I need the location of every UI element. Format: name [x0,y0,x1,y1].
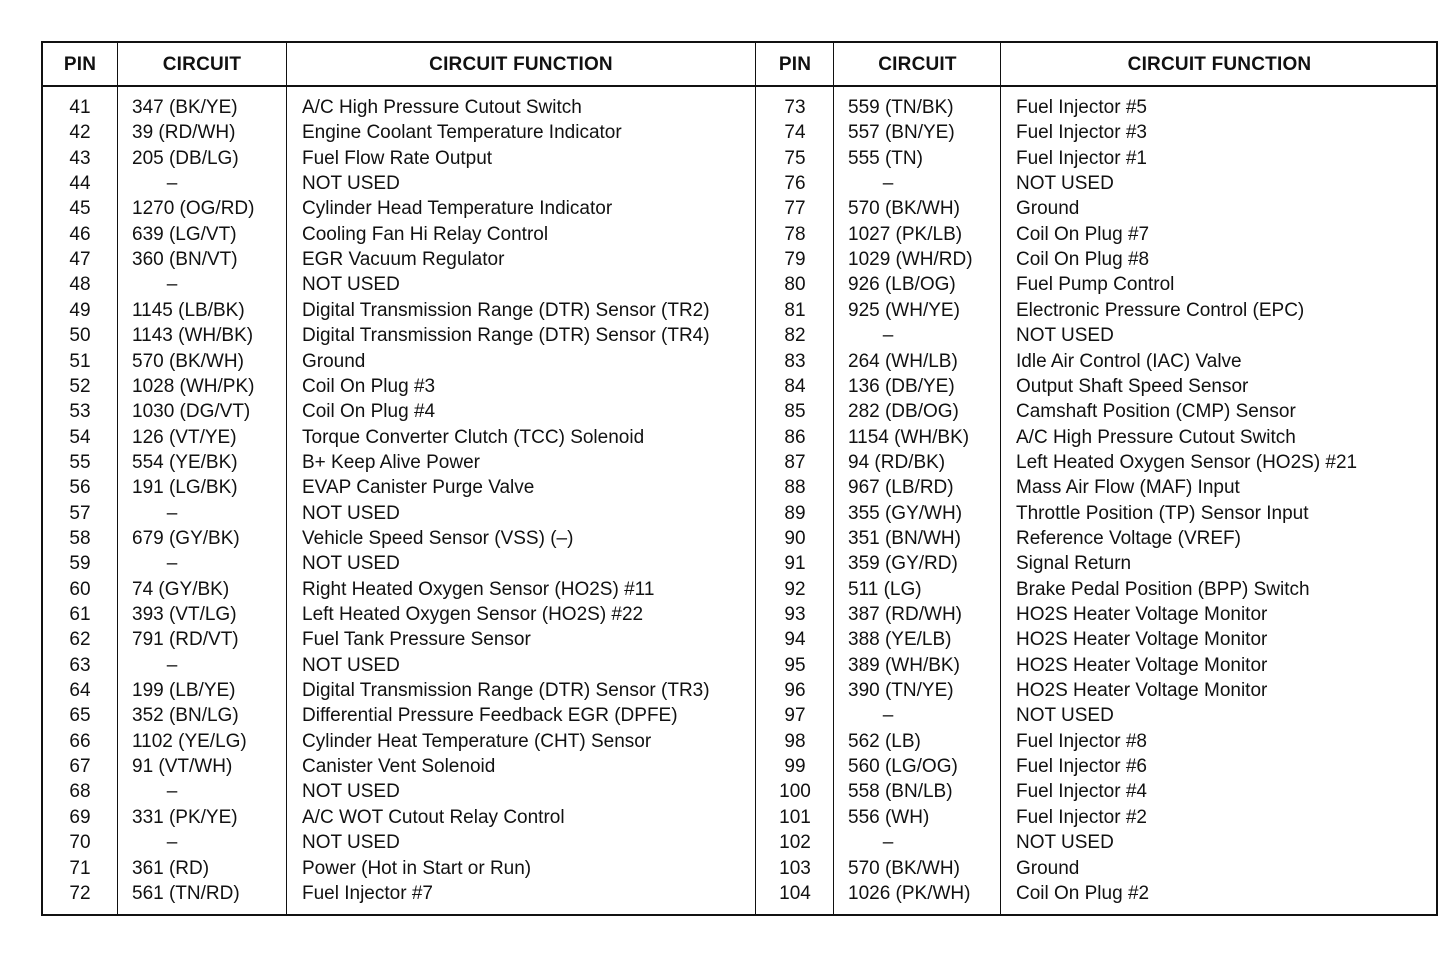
pin-cell: 48 [69,274,91,296]
table-row [43,856,1436,881]
circuit-cell: 1027 (PK/LB) [848,223,963,245]
function-cell: HO2S Heater Voltage Monitor [1016,680,1268,702]
circuit-cell: 1029 (WH/RD) [848,249,973,271]
header-pin-right: PIN [778,54,812,75]
circuit-cell: 205 (DB/LG) [132,147,239,169]
table-row [43,349,1436,374]
circuit-cell: 679 (GY/BK) [132,527,240,549]
circuit-cell: – [166,553,178,575]
pin-cell: 90 [784,527,806,549]
function-cell: Ground [302,350,366,372]
pin-cell: 70 [69,832,91,854]
function-cell: Reference Voltage (VREF) [1016,527,1241,549]
function-cell: HO2S Heater Voltage Monitor [1016,654,1268,676]
pin-cell: 59 [69,553,91,575]
pin-cell: 101 [779,806,811,828]
circuit-cell: 557 (BN/YE) [848,122,955,144]
header-function-left: CIRCUIT FUNCTION [429,54,613,75]
circuit-cell: 555 (TN) [848,147,923,169]
table-row [43,602,1436,627]
header-circuit-right: CIRCUIT [878,54,957,75]
table-row [43,95,1436,120]
table-row [43,247,1436,272]
circuit-cell: 559 (TN/BK) [848,97,954,118]
pin-cell: 52 [69,375,91,397]
function-cell: Digital Transmission Range (DTR) Sensor (TR3) [302,680,710,702]
table-row [43,475,1436,500]
pin-cell: 54 [69,426,91,448]
function-cell: Coil On Plug #4 [302,401,436,423]
function-cell: Electronic Pressure Control (EPC) [1016,299,1305,321]
header-circuit-left: CIRCUIT [162,54,242,75]
circuit-cell: 347 (BK/YE) [132,97,238,118]
pin-cell: 76 [784,173,806,195]
pin-cell: 53 [69,401,91,423]
circuit-cell: 359 (GY/RD) [848,553,958,575]
table-row [43,729,1436,754]
pin-cell: 41 [69,97,91,118]
function-cell: Fuel Injector #6 [1016,756,1147,778]
pin-cell: 96 [784,680,806,702]
circuit-cell: 1028 (WH/PK) [132,375,255,397]
function-cell: Fuel Injector #3 [1016,122,1147,144]
circuit-cell: 389 (WH/BK) [848,654,960,676]
circuit-cell: 1154 (WH/BK) [848,426,970,448]
circuit-cell: 74 (GY/BK) [132,578,230,600]
pin-cell: 91 [784,553,806,575]
circuit-cell: 1145 (LB/BK) [132,299,245,321]
function-cell: Torque Converter Clutch (TCC) Solenoid [302,426,645,448]
table-row [43,881,1436,906]
table-row [43,551,1436,576]
pin-cell: 89 [784,502,806,524]
function-cell: HO2S Heater Voltage Monitor [1016,629,1268,651]
pin-cell: 50 [69,325,91,347]
function-cell: Left Heated Oxygen Sensor (HO2S) #22 [302,604,644,625]
circuit-cell: 360 (BN/VT) [132,249,238,271]
pin-cell: 56 [69,477,91,499]
table-row [43,805,1436,830]
circuit-cell: 351 (BN/WH) [848,527,961,549]
function-cell: Fuel Injector #5 [1016,97,1147,118]
pin-cell: 58 [69,527,91,549]
circuit-cell: 390 (TN/YE) [848,680,954,702]
pin-cell: 60 [69,578,91,600]
table-row [43,171,1436,196]
function-cell: Vehicle Speed Sensor (VSS) (–) [302,527,574,549]
pin-cell: 45 [69,198,91,220]
header-row [43,43,1436,87]
table-row [43,222,1436,247]
circuit-cell: 639 (LG/VT) [132,223,237,245]
circuit-cell: 1102 (YE/LG) [132,730,247,752]
function-cell: NOT USED [1016,705,1114,727]
circuit-cell: – [166,274,178,296]
circuit-cell: – [882,173,894,195]
pin-cell: 95 [784,654,806,676]
circuit-cell: 39 (RD/WH) [132,122,236,144]
pin-cell: 92 [784,578,806,600]
pin-cell: 44 [69,173,91,195]
function-cell: NOT USED [302,502,400,524]
pin-cell: 99 [784,756,806,778]
pin-cell: 67 [69,756,91,778]
circuit-cell: 561 (TN/RD) [132,882,240,904]
pin-table [41,41,1438,916]
table-row [43,146,1436,171]
table-row [43,120,1436,145]
circuit-cell: – [882,705,894,727]
pin-cell: 75 [784,147,806,169]
function-cell: Fuel Injector #2 [1016,806,1147,828]
circuit-cell: 791 (RD/VT) [132,629,239,651]
pin-cell: 49 [69,299,91,321]
pin-cell: 55 [69,451,91,473]
circuit-cell: 560 (LG/OG) [848,756,958,778]
circuit-cell: 570 (BK/WH) [848,198,960,220]
circuit-cell: 570 (BK/WH) [848,857,960,879]
pin-cell: 88 [784,477,806,499]
pin-cell: 42 [69,122,91,144]
circuit-cell: 191 (LG/BK) [132,477,238,499]
circuit-cell: – [882,832,894,854]
pin-cell: 68 [69,781,91,803]
function-cell: Canister Vent Solenoid [302,756,496,778]
function-cell: A/C WOT Cutout Relay Control [302,806,565,828]
function-cell: NOT USED [1016,832,1114,854]
function-cell: NOT USED [1016,173,1114,195]
function-cell: Fuel Pump Control [1016,274,1175,296]
function-cell: Cylinder Head Temperature Indicator [302,198,613,220]
pin-cell: 72 [69,882,91,904]
circuit-cell: – [166,832,178,854]
circuit-cell: 264 (WH/LB) [848,350,958,372]
pin-cell: 82 [784,325,806,347]
circuit-cell: 562 (LB) [848,730,921,752]
function-cell: Cooling Fan Hi Relay Control [302,223,549,245]
function-cell: NOT USED [302,274,400,296]
function-cell: Digital Transmission Range (DTR) Sensor (TR4) [302,325,710,347]
header-function-right: CIRCUIT FUNCTION [1127,54,1312,75]
function-cell: Ground [1016,198,1080,220]
function-cell: Throttle Position (TP) Sensor Input [1016,502,1309,524]
pin-cell: 74 [784,122,806,144]
table-row [43,323,1436,348]
function-cell: Coil On Plug #3 [302,375,436,397]
pin-cell: 97 [784,705,806,727]
function-cell: Digital Transmission Range (DTR) Sensor (TR2) [302,299,710,321]
function-cell: Differential Pressure Feedback EGR (DPFE) [302,705,678,727]
function-cell: B+ Keep Alive Power [302,451,480,473]
function-cell: Left Heated Oxygen Sensor (HO2S) #21 [1016,451,1358,473]
table-row [43,678,1436,703]
function-cell: Coil On Plug #2 [1016,882,1150,904]
function-cell: Mass Air Flow (MAF) Input [1016,477,1240,499]
circuit-cell: 352 (BN/LG) [132,705,239,727]
pin-cell: 86 [784,426,806,448]
pin-cell: 93 [784,604,806,625]
table-row [43,374,1436,399]
table-row [43,298,1436,323]
circuit-cell: 558 (BN/LB) [848,781,953,803]
function-cell: NOT USED [302,173,400,195]
table-row [43,754,1436,779]
pin-cell: 66 [69,730,91,752]
function-cell: Output Shaft Speed Sensor [1016,375,1249,397]
circuit-cell: 554 (YE/BK) [132,451,238,473]
circuit-cell: 393 (VT/LG) [132,604,237,625]
circuit-cell: 91 (VT/WH) [132,756,233,778]
function-cell: Power (Hot in Start or Run) [302,857,532,879]
circuit-cell: 511 (LG) [848,578,922,600]
pin-cell: 85 [784,401,806,423]
circuit-cell: 199 (LB/YE) [132,680,236,702]
circuit-cell: 1030 (DG/VT) [132,401,251,423]
function-cell: NOT USED [302,781,400,803]
circuit-cell: 126 (VT/YE) [132,426,237,448]
table-row [43,627,1436,652]
table-row [43,425,1436,450]
pin-cell: 98 [784,730,806,752]
function-cell: Fuel Flow Rate Output [302,147,493,169]
table-row [43,830,1436,855]
function-cell: Right Heated Oxygen Sensor (HO2S) #11 [302,578,655,600]
circuit-cell: 1270 (OG/RD) [132,198,255,220]
pin-cell: 51 [69,350,91,372]
pin-cell: 77 [784,198,806,220]
table-row [43,577,1436,602]
function-cell: NOT USED [302,654,400,676]
function-cell: A/C High Pressure Cutout Switch [302,97,582,118]
circuit-cell: 1143 (WH/BK) [132,325,254,347]
circuit-cell: – [166,654,178,676]
circuit-cell: 94 (RD/BK) [848,451,946,473]
pin-cell: 102 [779,832,811,854]
table-row [43,399,1436,424]
pin-cell: 46 [69,223,91,245]
circuit-cell: 925 (WH/YE) [848,299,960,321]
table-row [43,526,1436,551]
table-row [43,703,1436,728]
function-cell: EGR Vacuum Regulator [302,249,505,271]
circuit-cell: 926 (LB/OG) [848,274,956,296]
circuit-cell: 136 (DB/YE) [848,375,955,397]
pin-cell: 62 [69,629,91,651]
pin-cell: 83 [784,350,806,372]
circuit-cell: 331 (PK/YE) [132,806,238,828]
table-row [43,272,1436,297]
function-cell: Fuel Injector #1 [1016,147,1147,169]
function-cell: Idle Air Control (IAC) Valve [1016,350,1242,372]
pin-cell: 80 [784,274,806,296]
pin-cell: 104 [779,882,811,904]
circuit-cell: 388 (YE/LB) [848,629,952,651]
pin-cell: 73 [784,97,806,118]
function-cell: Fuel Injector #8 [1016,730,1147,752]
header-pin-left: PIN [63,54,97,75]
pin-cell: 69 [69,806,91,828]
circuit-cell: 361 (RD) [132,857,210,879]
function-cell: Fuel Injector #4 [1016,781,1147,803]
function-cell: Fuel Injector #7 [302,882,433,904]
circuit-cell: 355 (GY/WH) [848,502,963,524]
table-row [43,450,1436,475]
pin-cell: 84 [784,375,806,397]
pin-cell: 43 [69,147,91,169]
circuit-cell: 282 (DB/OG) [848,401,959,423]
function-cell: NOT USED [302,553,400,575]
function-cell: Coil On Plug #7 [1016,223,1150,245]
pin-cell: 87 [784,451,806,473]
function-cell: Camshaft Position (CMP) Sensor [1016,401,1296,423]
circuit-cell: 967 (LB/RD) [848,477,954,499]
pin-cell: 100 [779,781,811,803]
pin-cell: 63 [69,654,91,676]
pin-cell: 79 [784,249,806,271]
function-cell: A/C High Pressure Cutout Switch [1016,426,1296,448]
table-row [43,779,1436,804]
pin-cell: 103 [779,857,811,879]
function-cell: Fuel Tank Pressure Sensor [302,629,531,651]
circuit-cell: 556 (WH) [848,806,930,828]
function-cell: NOT USED [1016,325,1114,347]
table-row [43,196,1436,221]
function-cell: EVAP Canister Purge Valve [302,477,535,499]
circuit-cell: – [166,502,178,524]
function-cell: HO2S Heater Voltage Monitor [1016,604,1268,625]
circuit-cell: – [166,173,178,195]
function-cell: Brake Pedal Position (BPP) Switch [1016,578,1310,600]
function-cell: NOT USED [302,832,400,854]
circuit-cell: – [882,325,894,347]
pin-cell: 65 [69,705,91,727]
pin-cell: 47 [69,249,91,271]
pin-cell: 57 [69,502,91,524]
pin-cell: 61 [69,604,91,625]
function-cell: Ground [1016,857,1080,879]
pin-cell: 94 [784,629,806,651]
pin-cell: 81 [784,299,806,321]
circuit-cell: – [166,781,178,803]
table-row [43,501,1436,526]
pin-cell: 71 [69,857,91,879]
circuit-cell: 570 (BK/WH) [132,350,244,372]
function-cell: Cylinder Heat Temperature (CHT) Sensor [302,730,652,752]
function-cell: Signal Return [1016,553,1132,575]
function-cell: Coil On Plug #8 [1016,249,1150,271]
circuit-cell: 1026 (PK/WH) [848,882,971,904]
pin-cell: 78 [784,223,806,245]
function-cell: Engine Coolant Temperature Indicator [302,122,622,144]
pin-cell: 64 [69,680,91,702]
table-row [43,653,1436,678]
circuit-cell: 387 (RD/WH) [848,604,963,625]
